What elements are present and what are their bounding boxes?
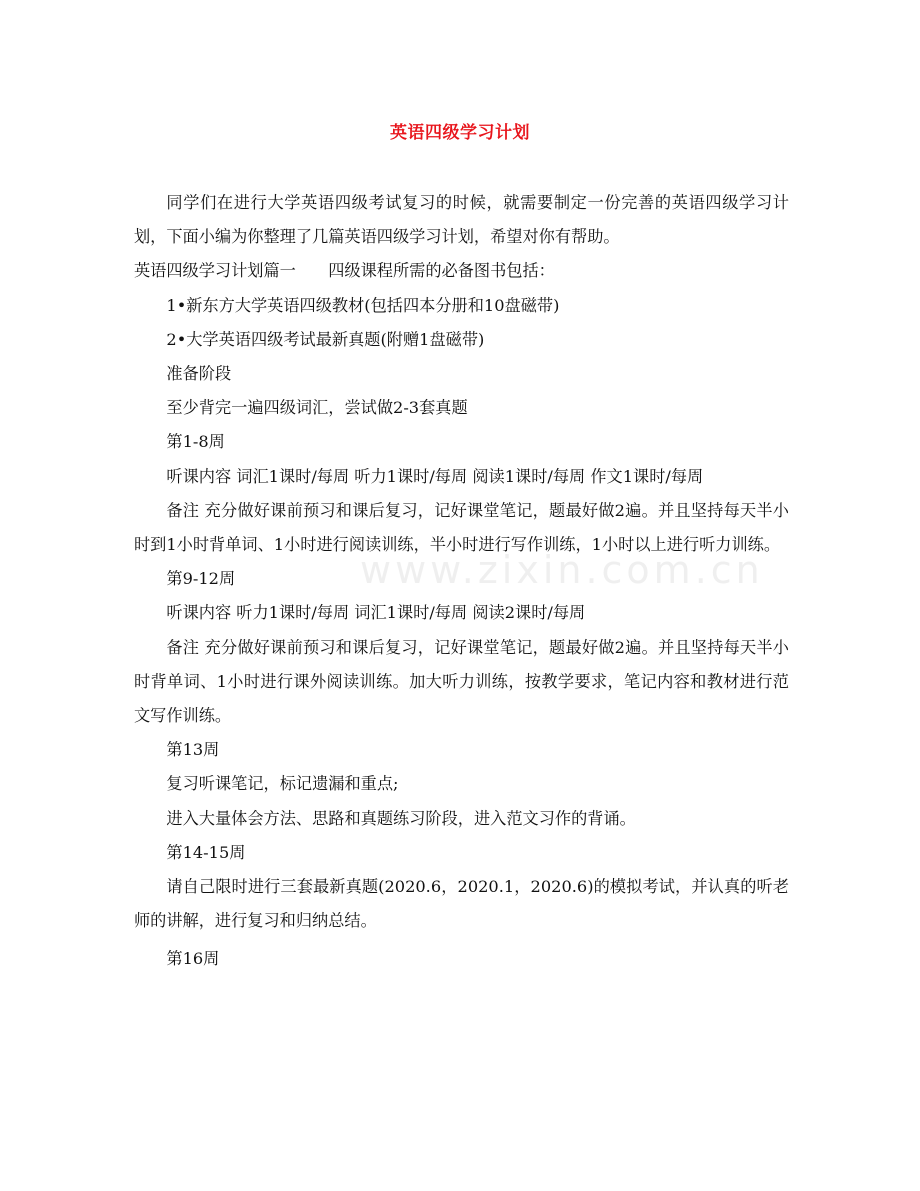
remark-paragraph: 备注 充分做好课前预习和课后复习，记好课堂笔记，题最好做2遍。并且坚持每天半小时到1小时背单词、1小时进行阅读训练，半小时进行写作训练，1小时以上进行听力训练。 [134,500,789,555]
week-heading: 第1-8周 [166,432,225,452]
book-item-1: 1•新东方大学英语四级教材(包括四本分册和10盘磁带) [166,295,560,315]
remark-paragraph: 备注 充分做好课前预习和课后复习，记好课堂笔记，题最好做2遍。并且坚持每天半小时背单词、1小时进行课外阅读训练。加大听力训练，按教学要求，笔记内容和教材进行范文写作训练。 [134,637,789,726]
document-title: 英语四级学习计划 [390,123,530,143]
review-item: 复习听课笔记，标记遗漏和重点; [166,774,399,794]
week-heading: 第13周 [166,740,220,760]
stage-heading: 准备阶段 [166,364,232,384]
intro-paragraph: 同学们在进行大学英语四级考试复习的时候，就需要制定一份完善的英语四级学习计划，下面小编为你整理了几篇英语四级学习计划，希望对你有帮助。 [134,193,789,247]
section-heading: 英语四级学习计划篇一 四级课程所需的必备图书包括： [134,261,555,281]
book-item-2: 2•大学英语四级考试最新真题(附赠1盘磁带) [166,329,485,349]
course-content: 听课内容 听力1课时/每周 词汇1课时/每周 阅读2课时/每周 [166,603,586,623]
week-heading: 第16周 [166,949,220,969]
course-content: 听课内容 词汇1课时/每周 听力1课时/每周 阅读1课时/每周 作文1课时/每周 [166,466,704,486]
mock-exam-paragraph: 请自己限时进行三套最新真题(2020.6，2020.1，2020.6)的模拟考试，并认真的听老师的讲解，进行复习和归纳总结。 [134,877,789,931]
week-heading: 第9-12周 [166,569,236,589]
stage-description: 至少背完一遍四级词汇，尝试做2-3套真题 [166,398,468,418]
week-heading: 第14-15周 [166,842,246,862]
watermark: www.zixin.com.cn [360,548,764,592]
review-item: 进入大量体会方法、思路和真题练习阶段，进入范文习作的背诵。 [166,808,636,828]
document-body [134,186,789,977]
